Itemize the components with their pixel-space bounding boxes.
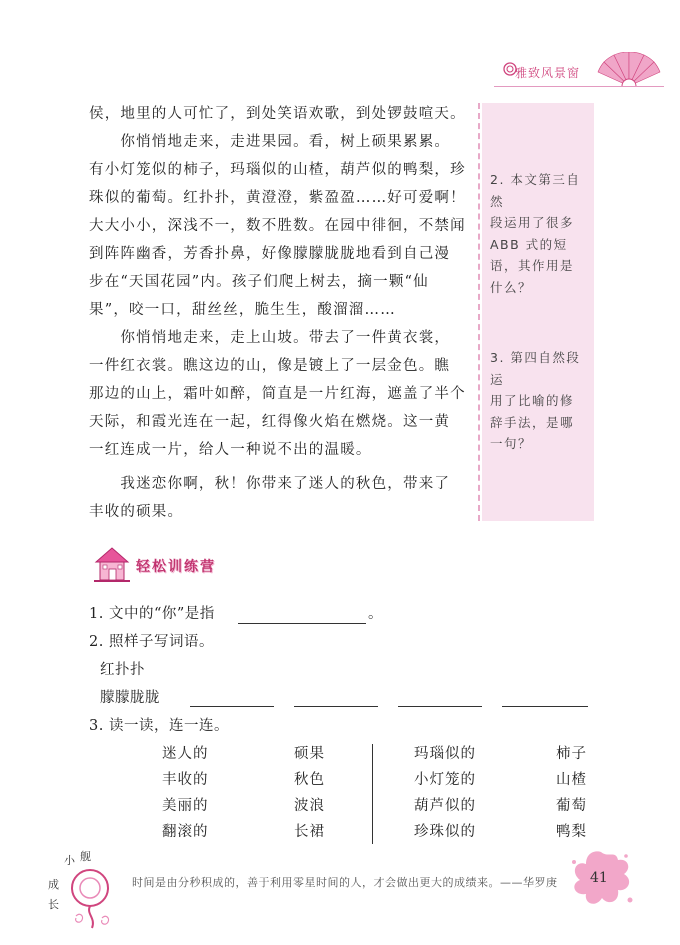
svg-text:长: 长 <box>48 898 59 911</box>
match-item[interactable]: 硕果 <box>294 746 325 762</box>
answer-blank[interactable] <box>398 706 482 707</box>
svg-text:小: 小 <box>64 854 75 867</box>
svg-text:成: 成 <box>48 878 59 891</box>
passage-line: 你悄悄地走来，走上山坡。带去了一件黄衣裳， <box>89 330 451 346</box>
passage-line: 侯，地里的人可忙了，到处笑语欢歌，到处锣鼓喧天。 <box>89 106 466 122</box>
match-item[interactable]: 丰收的 <box>162 772 209 788</box>
page-number: 41 <box>590 870 608 886</box>
match-item[interactable]: 山楂 <box>556 772 587 788</box>
passage-line: 大大小小，深浅不一，数不胜数。在园中徘徊，不禁闻 <box>89 218 466 234</box>
column-divider <box>372 744 373 844</box>
side-line: 什么？ <box>490 279 533 295</box>
side-line: 2. 本文第三自然 <box>490 172 581 209</box>
match-item[interactable]: 鸭梨 <box>556 824 587 840</box>
passage-line: 一红连成一片，给人一种说不出的温暖。 <box>89 442 372 458</box>
house-icon <box>92 544 132 584</box>
question-1-end: 。 <box>368 606 383 622</box>
passage-line: 你悄悄地走来，走进果园。看，树上硕果累累。 <box>89 134 451 150</box>
svg-text:舰: 舰 <box>80 850 91 863</box>
question-1-text: 1. 文中的“你”是指 <box>89 606 215 622</box>
side-question-3 <box>490 347 590 455</box>
passage-line: 天际，和霞光连在一起，红得像火焰在燃烧。这一黄 <box>89 414 451 430</box>
passage-line: 丰收的硕果。 <box>89 504 184 520</box>
match-item[interactable]: 葡萄 <box>556 798 587 814</box>
question-2-text: 2. 照样子写词语。 <box>89 634 214 650</box>
passage-line: 珠似的葡萄。红扑扑，黄澄澄，紫盈盈……好可爱啊！ <box>89 190 466 206</box>
footer-quote: 时间是由分秒积成的，善于利用零星时间的人，才会做出更大的成绩来。——华罗庚 <box>132 876 558 889</box>
answer-blank[interactable] <box>502 706 588 707</box>
passage-line: 那边的山上，霜叶如醉，简直是一片红海，遮盖了半个 <box>89 386 466 402</box>
match-item[interactable]: 小灯笼的 <box>414 772 476 788</box>
match-item[interactable]: 翻滚的 <box>162 824 209 840</box>
passage-line: 到阵阵幽香，芳香扑鼻，好像朦朦胧胧地看到自己漫 <box>89 246 451 262</box>
example-word: 红扑扑 <box>100 662 145 678</box>
answer-blank[interactable] <box>238 623 366 624</box>
passage-line: 果”，咬一口，甜丝丝，脆生生，酸溜溜…… <box>89 302 396 318</box>
side-line: 辞手法，是哪 <box>490 414 575 430</box>
match-item[interactable]: 葫芦似的 <box>414 798 476 814</box>
side-line: 一句？ <box>490 436 533 451</box>
section-label: 雅致风景窗 <box>514 66 580 80</box>
side-line: 语，其作用是 <box>490 258 575 273</box>
side-line: 用了比喻的修 <box>490 393 575 408</box>
match-item[interactable]: 玛瑙似的 <box>414 746 476 762</box>
side-notes-panel <box>482 103 594 521</box>
question-3-text: 3. 读一读，连一连。 <box>89 718 229 734</box>
match-item[interactable]: 美丽的 <box>162 798 209 814</box>
passage-line: 步在“天国花园”内。孩子们爬上树去，摘一颗“仙 <box>89 274 429 290</box>
side-line: ABB 式的短 <box>490 236 568 252</box>
passage-line: 我迷恋你啊，秋！你带来了迷人的秋色，带来了 <box>89 476 451 492</box>
side-line: 3. 第四自然段运 <box>490 350 581 387</box>
side-line: 段运用了很多 <box>490 215 575 230</box>
exercise-section-title: 轻松训练营 <box>136 559 216 575</box>
match-item[interactable]: 柿子 <box>556 746 587 762</box>
side-question-2 <box>490 169 590 298</box>
answer-blank[interactable] <box>294 706 378 707</box>
match-item[interactable]: 迷人的 <box>162 746 209 762</box>
passage-line: 一件红衣裳。瞧这边的山，像是镀上了一层金色。瞧 <box>89 358 451 374</box>
fan-decoration-icon <box>596 52 662 86</box>
passage-line: 有小灯笼似的柿子，玛瑙似的山楂，葫芦似的鸭梨，珍 <box>89 162 466 178</box>
match-item[interactable]: 波浪 <box>294 798 325 814</box>
answer-blank[interactable] <box>190 706 274 707</box>
match-item[interactable]: 长裙 <box>294 824 325 840</box>
match-item[interactable]: 秋色 <box>294 772 325 788</box>
match-item[interactable]: 珍珠似的 <box>414 824 476 840</box>
series-logo <box>46 850 132 930</box>
header-rule <box>494 86 664 87</box>
target-word: 朦朦胧胧 <box>100 690 160 706</box>
